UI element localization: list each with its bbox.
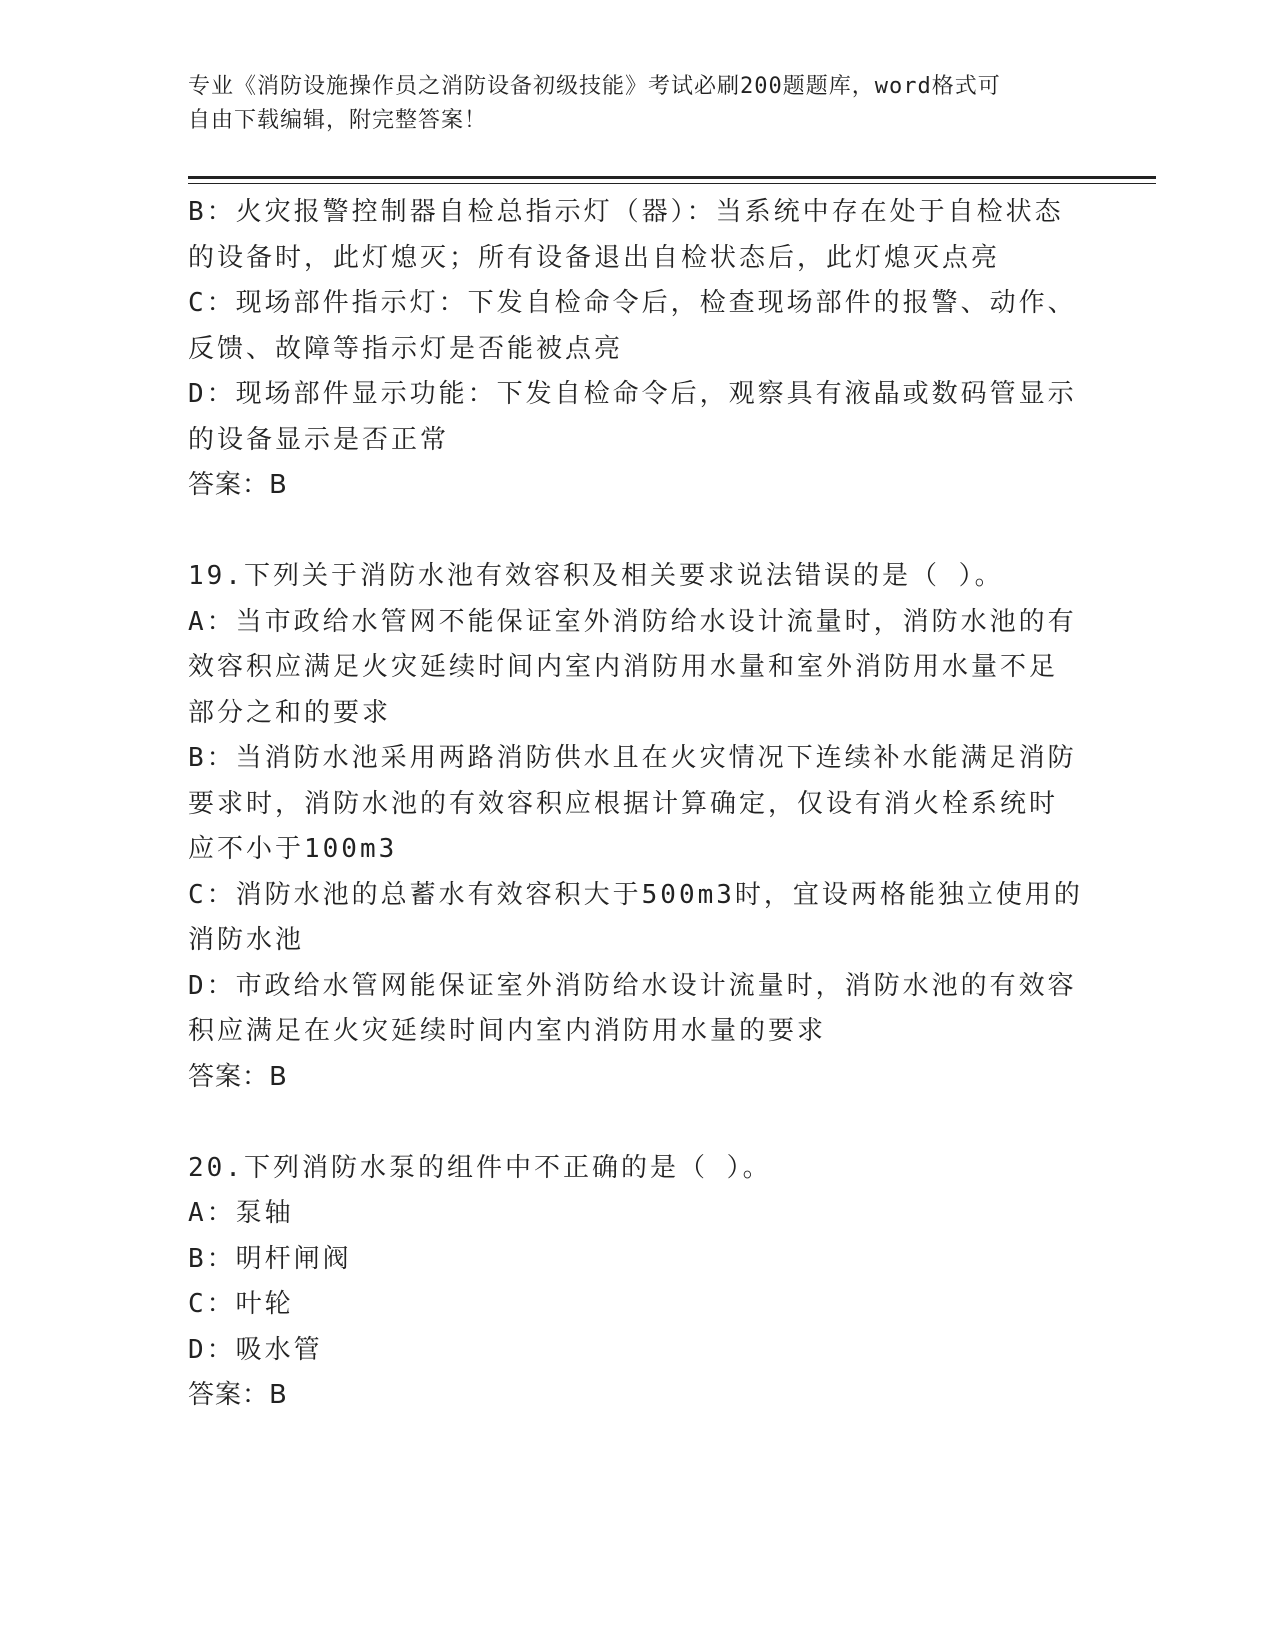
option-c: C：叶轮 <box>188 1289 294 1319</box>
option-a-line-3: 部分之和的要求 <box>188 697 392 728</box>
option-d-line-2: 的设备显示是否正常 <box>188 424 450 455</box>
header-divider-thick <box>188 176 1156 179</box>
option-c-line-1: C：消防水池的总蓄水有效容积大于500m3时，宜设两格能独立使用的 <box>188 879 1083 910</box>
header-line-1: 专业《消防设施操作员之消防设备初级技能》考试必刷200题题库，word格式可 <box>188 74 1001 99</box>
option-d: D：吸水管 <box>188 1334 323 1365</box>
header-divider-thin <box>188 183 1156 184</box>
option-d-line-2: 积应满足在火灾延续时间内室内消防用水量的要求 <box>188 1016 827 1046</box>
option-b-line-2: 的设备时，此灯熄灭；所有设备退出自检状态后，此灯熄灭点亮 <box>188 242 1001 273</box>
option-c-line-1: C：现场部件指示灯：下发自检命令后，检查现场部件的报警、动作、 <box>188 288 1077 318</box>
option-a: A：泵轴 <box>188 1198 294 1228</box>
option-b-line-1: B：火灾报警控制器自检总指示灯（器）：当系统中存在处于自检状态 <box>188 197 1064 227</box>
option-d-line-1: D：现场部件显示功能：下发自检命令后，观察具有液晶或数码管显示 <box>188 379 1077 409</box>
answer-20: 答案：B <box>188 1380 288 1410</box>
header-line-2: 自由下载编辑，附完整答案！ <box>188 108 488 133</box>
option-a-line-2: 效容积应满足火灾延续时间内室内消防用水量和室外消防用水量不足 <box>188 652 1059 682</box>
option-b-line-1: B：当消防水池采用两路消防供水且在火灾情况下连续补水能满足消防 <box>188 743 1077 773</box>
option-d-line-1: D：市政给水管网能保证室外消防给水设计流量时，消防水池的有效容 <box>188 970 1077 1001</box>
question-content <box>188 190 1088 1419</box>
option-a-line-1: A：当市政给水管网不能保证室外消防给水设计流量时，消防水池的有 <box>188 606 1077 637</box>
option-b-line-3: 应不小于100m3 <box>188 834 398 864</box>
question-20 <box>188 1146 1088 1419</box>
question-20-stem: 20.下列消防水泵的组件中不正确的是（ ）。 <box>188 1152 772 1183</box>
answer-19: 答案：B <box>188 1061 288 1092</box>
option-c-line-2: 消防水池 <box>188 925 305 955</box>
option-b-line-2: 要求时，消防水池的有效容积应根据计算确定，仅设有消火栓系统时 <box>188 788 1059 819</box>
question-18-tail <box>188 190 1088 509</box>
spacer <box>188 1100 1088 1146</box>
option-b: B：明杆闸阀 <box>188 1243 352 1274</box>
answer-18: 答案：B <box>188 470 288 500</box>
question-19-stem: 19.下列关于消防水池有效容积及相关要求说法错误的是（ ）。 <box>188 561 1004 591</box>
document-header <box>188 70 1088 138</box>
option-c-line-2: 反馈、故障等指示灯是否能被点亮 <box>188 333 624 364</box>
question-19 <box>188 554 1088 1100</box>
spacer <box>188 509 1088 555</box>
